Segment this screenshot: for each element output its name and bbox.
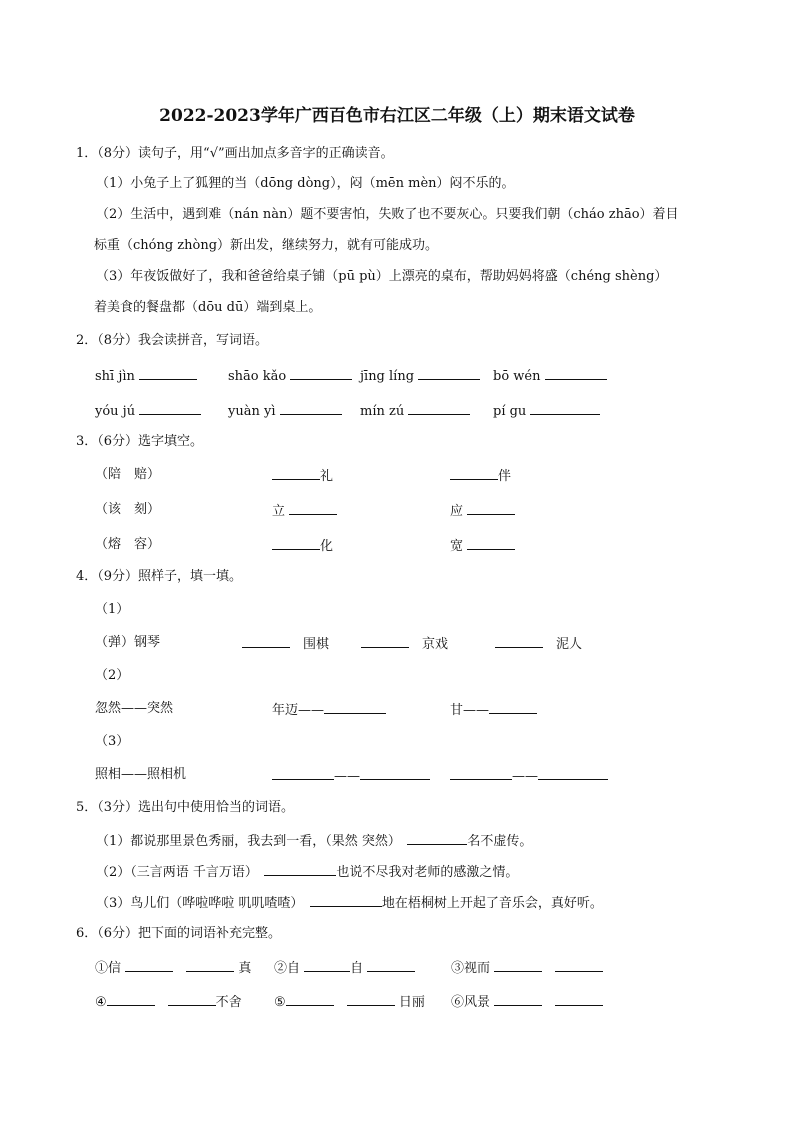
answer-blank[interactable] xyxy=(530,402,600,415)
q3-choice: （该 刻） xyxy=(95,502,161,517)
q6-item-4: ④ 不舍 xyxy=(95,995,242,1010)
pinyin-label: shāo kǎo xyxy=(228,369,287,384)
pinyin-label: pí gu xyxy=(493,404,527,419)
q5-sentence-2: （2）（三言两语 千言万语） 也说不尽我对老师的感激之情。 xyxy=(96,865,519,880)
answer-blank[interactable] xyxy=(324,701,386,714)
page-title: 2022-2023学年广西百色市右江区二年级（上）期末语文试卷 xyxy=(159,106,635,126)
q2-item xyxy=(228,367,352,385)
answer-blank[interactable] xyxy=(139,402,201,415)
q4-fill: 泥人 xyxy=(495,635,582,653)
q5-sentence-1: （1）都说那里景色秀丽，我去到一看，（果然 突然） 名不虚传。 xyxy=(96,834,533,849)
q6-item-2: ②自 自 xyxy=(274,959,415,977)
answer-blank[interactable] xyxy=(360,767,430,780)
q2-item xyxy=(95,367,197,385)
answer-blank[interactable] xyxy=(450,467,498,480)
q3-stem: 3．（6分）选字填空。 xyxy=(76,434,204,449)
answer-blank[interactable] xyxy=(450,767,512,780)
pinyin-label: shī jìn xyxy=(95,369,135,384)
answer-blank[interactable] xyxy=(125,959,173,972)
pinyin-label: bō wén xyxy=(493,369,541,384)
answer-blank[interactable] xyxy=(408,402,470,415)
q2-item xyxy=(493,367,607,385)
q3-fill-b: 应 xyxy=(450,502,515,520)
answer-blank[interactable] xyxy=(494,959,542,972)
q4-fill: 京戏 xyxy=(361,635,448,653)
q1-sentence-2b: 标重（chóng zhòng）新出发，继续努力，就有可能成功。 xyxy=(94,238,439,253)
answer-blank[interactable] xyxy=(545,367,607,380)
q5-stem: 5．（3分）选出句中使用恰当的词语。 xyxy=(76,800,295,815)
answer-blank[interactable] xyxy=(347,993,395,1006)
answer-blank[interactable] xyxy=(418,367,480,380)
answer-blank[interactable] xyxy=(555,959,603,972)
q2-item xyxy=(493,402,600,420)
answer-blank[interactable] xyxy=(290,367,352,380)
answer-blank[interactable] xyxy=(264,863,336,876)
pinyin-label: jīng líng xyxy=(360,369,415,384)
pinyin-label: yuàn yì xyxy=(228,404,276,419)
q4-fill: —— xyxy=(272,767,430,785)
answer-blank[interactable] xyxy=(272,767,334,780)
answer-blank[interactable] xyxy=(467,537,515,550)
q5-sentence-3: （3）鸟儿们（哗啦哗啦 叽叽喳喳） 地在梧桐树上开起了音乐会，真好听。 xyxy=(96,896,603,911)
q1-sentence-3a: （3）年夜饭做好了，我和爸爸给桌子铺（pū pù）上漂亮的桌布，帮助妈妈将盛（chéng shèng） xyxy=(96,269,668,284)
q4-stem: 4．（9分）照样子，填一填。 xyxy=(76,569,243,584)
q6-item-1: ①信 真 xyxy=(95,961,252,976)
q4-part-label: （3） xyxy=(95,734,130,749)
q2-stem: 2．（8分）我会读拼音，写词语。 xyxy=(76,333,269,348)
q4-example-2: 忽然——突然 xyxy=(95,701,174,716)
q3-choice: （熔 容） xyxy=(95,537,161,552)
answer-blank[interactable] xyxy=(242,635,290,648)
q3-fill-b: 宽 xyxy=(450,537,515,555)
answer-blank[interactable] xyxy=(407,832,467,845)
pinyin-label: mín zú xyxy=(360,404,405,419)
q4-part-label: （1） xyxy=(95,602,130,617)
q1-stem: 1．（8分）读句子，用“√”画出加点多音字的正确读音。 xyxy=(76,146,394,161)
q2-item xyxy=(95,402,201,420)
q6-item-3: ③视而 xyxy=(451,959,603,977)
q3-choice: （陪 赔） xyxy=(95,467,161,482)
q6-item-6: ⑥风景 xyxy=(451,993,603,1011)
q1-sentence-2a: （2）生活中，遇到难（nán nàn）题不要害怕，失败了也不要灰心。只要我们朝（cháo zhāo）着目 xyxy=(96,207,679,222)
answer-blank[interactable] xyxy=(555,993,603,1006)
pinyin-label: yóu jú xyxy=(95,404,136,419)
q4-part-label: （2） xyxy=(95,668,130,683)
answer-blank[interactable] xyxy=(304,959,350,972)
answer-blank[interactable] xyxy=(310,894,382,907)
answer-blank[interactable] xyxy=(361,635,409,648)
answer-blank[interactable] xyxy=(495,635,543,648)
answer-blank[interactable] xyxy=(286,993,334,1006)
q6-stem: 6．（6分）把下面的词语补充完整。 xyxy=(76,926,282,941)
q4-fill: 围棋 xyxy=(242,635,329,653)
answer-blank[interactable] xyxy=(467,502,515,515)
answer-blank[interactable] xyxy=(489,701,537,714)
q3-fill-a: 礼 xyxy=(272,467,333,485)
q4-fill: 年迈—— xyxy=(272,701,386,719)
q3-fill-a: 立 xyxy=(272,502,337,520)
q2-item xyxy=(228,402,342,420)
answer-blank[interactable] xyxy=(139,367,197,380)
answer-blank[interactable] xyxy=(272,467,320,480)
q1-sentence-1: （1）小兔子上了狐狸的当（dōng dòng），闷（mēn mèn）闷不乐的。 xyxy=(96,176,515,191)
answer-blank[interactable] xyxy=(186,959,234,972)
q4-example-3: 照相——照相机 xyxy=(95,767,187,782)
answer-blank[interactable] xyxy=(538,767,608,780)
q3-fill-b: 伴 xyxy=(450,467,511,485)
answer-blank[interactable] xyxy=(289,502,337,515)
q1-sentence-3b: 着美食的餐盘都（dōu dū）端到桌上。 xyxy=(94,300,322,315)
answer-blank[interactable] xyxy=(107,993,155,1006)
answer-blank[interactable] xyxy=(272,537,320,550)
q4-fill: —— xyxy=(450,767,608,785)
q3-fill-a: 化 xyxy=(272,537,333,555)
answer-blank[interactable] xyxy=(168,993,216,1006)
q4-fill: 甘—— xyxy=(450,701,537,719)
q4-example-1: （弹）钢琴 xyxy=(95,635,161,650)
answer-blank[interactable] xyxy=(494,993,542,1006)
q2-item xyxy=(360,402,470,420)
answer-blank[interactable] xyxy=(280,402,342,415)
answer-blank[interactable] xyxy=(367,959,415,972)
q2-item xyxy=(360,367,480,385)
q6-item-5: ⑤ 日丽 xyxy=(274,995,425,1010)
